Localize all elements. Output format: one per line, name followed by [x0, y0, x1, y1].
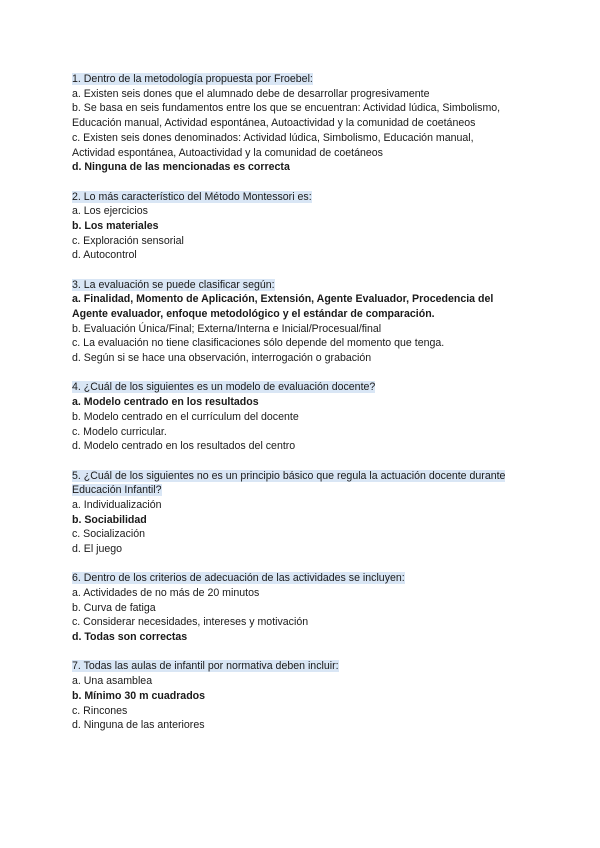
answer-option: Educación manual, Actividad espontánea, Autoactividad y la comunidad de coetáneos [72, 117, 476, 130]
answer-option: a. Actividades de no más de 20 minutos [72, 587, 260, 600]
correct-answer-option: b. Mínimo 30 m cuadrados [72, 689, 206, 702]
question-block [72, 72, 532, 175]
question-text: Educación Infantil? [72, 484, 162, 497]
correct-answer-option: d. Ninguna de las mencionadas es correcta [72, 161, 290, 174]
question-text: 3. La evaluación se puede clasificar según: [72, 278, 275, 291]
answer-option: b. Evaluación Única/Final; Externa/Interna e Inicial/Procesual/final [72, 322, 382, 335]
correct-answer-option: d. Todas son correctas [72, 631, 188, 644]
answer-option: c. Socialización [72, 528, 146, 541]
question-text: 7. Todas las aulas de infantil por normativa deben incluir: [72, 660, 339, 673]
question-text-line [72, 469, 532, 484]
correct-answer-option: b. Los materiales [72, 219, 159, 232]
answer-option: c. Modelo curricular. [72, 425, 167, 438]
answer-option: a. Los ejercicios [72, 205, 148, 218]
question-block [72, 469, 532, 557]
answer-option: Actividad espontánea, Autoactividad y la comunidad de coetáneos [72, 146, 383, 159]
correct-answer-option: a. Modelo centrado en los resultados [72, 396, 259, 409]
correct-answer-option: Agente evaluador, enfoque metodológico y el estándar de comparación. [72, 308, 435, 321]
answer-option: d. Autocontrol [72, 249, 137, 262]
answer-option: d. Ninguna de las anteriores [72, 719, 205, 732]
question-block [72, 190, 532, 264]
answer-option: b. Curva de fatiga [72, 601, 156, 614]
question-block [72, 659, 532, 733]
question-block [72, 380, 532, 454]
answer-option: d. Según si se hace una observación, interrogación o grabación [72, 352, 372, 365]
quiz-document [72, 72, 532, 748]
answer-option: c. Exploración sensorial [72, 234, 184, 247]
answer-option: d. El juego [72, 543, 123, 556]
answer-option: d. Modelo centrado en los resultados del centro [72, 440, 296, 453]
answer-option: a. Existen seis dones que el alumnado debe de desarrollar progresivamente [72, 87, 430, 100]
question-text-line [72, 571, 532, 586]
question-block [72, 278, 532, 366]
answer-option: c. Considerar necesidades, intereses y motivación [72, 616, 309, 629]
question-text: 5. ¿Cuál de los siguientes no es un principio básico que regula la actuación docente durante [72, 469, 506, 482]
answer-option: a. Una asamblea [72, 675, 153, 688]
question-text: 2. Lo más característico del Método Montessori es: [72, 190, 312, 203]
answer-option: a. Individualización [72, 498, 162, 511]
question-text-line [72, 190, 532, 205]
question-text: 6. Dentro de los criterios de adecuación de las actividades se incluyen: [72, 572, 405, 585]
answer-option: b. Se basa en seis fundamentos entre los que se encuentran: Actividad lúdica, Simbolismo, [72, 102, 501, 115]
question-text: 4. ¿Cuál de los siguientes es un modelo de evaluación docente? [72, 381, 376, 394]
question-text-line [72, 483, 532, 498]
question-text-line [72, 659, 532, 674]
answer-option: c. Rincones [72, 704, 128, 717]
question-text: 1. Dentro de la metodología propuesta por Froebel: [72, 73, 313, 85]
answer-option: c. La evaluación no tiene clasificaciones sólo depende del momento que tenga. [72, 337, 445, 350]
answer-option: c. Existen seis dones denominados: Actividad lúdica, Simbolismo, Educación manual, [72, 131, 474, 144]
question-text-line [72, 278, 532, 293]
correct-answer-option: a. Finalidad, Momento de Aplicación, Extensión, Agente Evaluador, Procedencia del [72, 293, 494, 306]
question-text-line [72, 380, 532, 395]
question-block [72, 571, 532, 645]
question-text-line [72, 72, 532, 87]
correct-answer-option: b. Sociabilidad [72, 513, 147, 526]
answer-option: b. Modelo centrado en el currículum del docente [72, 410, 299, 423]
